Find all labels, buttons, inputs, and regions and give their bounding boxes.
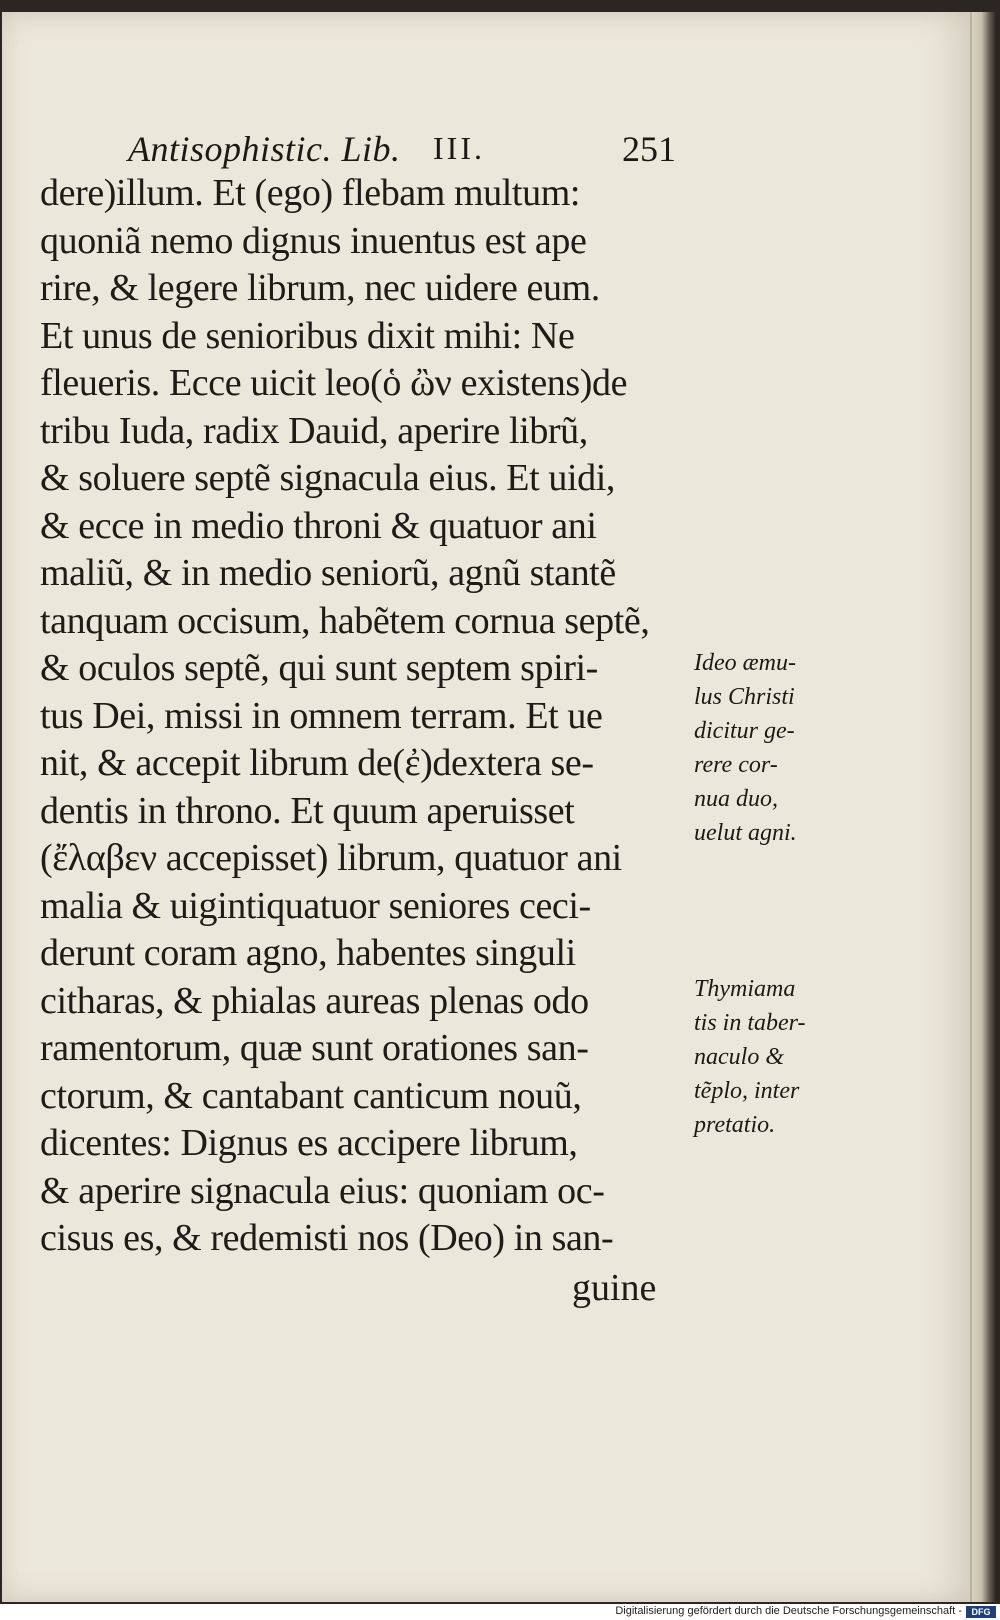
text-line: cisus es, & redemisti nos (Deo) in san- [40,1217,614,1259]
text-line: maliũ, & in medio seniorũ, agnũ stantẽ [40,552,616,594]
running-title: Antisophistic. Lib. [128,129,401,169]
text-line: & ecce in medio throni & quatuor ani [40,504,597,547]
text-line: dere)illum. Et (ego) flebam multum: [40,172,581,214]
marginal-note [694,646,844,850]
text-line: ctorum, & cantabant canticum nouũ, [40,1074,582,1117]
text-line: & oculos septẽ, qui sunt septem spiri- [40,647,598,689]
marginal-note-line: tis in taber- [694,1010,806,1036]
text-line: derunt coram agno, habentes singuli [40,932,576,974]
marginal-note-line: rere cor- [694,752,778,778]
marginal-note-line: naculo & [694,1044,784,1070]
marginal-note-line: lus Christi [694,684,795,710]
catchword: guine [572,1267,657,1309]
text-line: & aperire signacula eius: quoniam oc- [40,1169,605,1212]
dfg-logo-icon: DFG [966,1606,996,1618]
text-line: fleueris. Ecce uicit leo(ὁ ὢν existens)de [40,362,628,404]
text-line: dicentes: Dignus es accipere librum, [40,1122,578,1164]
marginal-note-line: Thymiama [694,976,796,1002]
funding-credit: Digitalisierung gefördert durch die Deutsche Forschungsgemeinschaft - [615,1605,962,1617]
text-line: rire, & legere librum, nec uidere eum. [40,267,600,309]
marginal-note [694,972,844,1142]
text-line: (ἔλαβεν accepisset) librum, quatuor ani [40,837,622,879]
marginal-note-line: pretatio. [694,1112,776,1138]
text-line: Et unus de senioribus dixit mihi: Ne [40,314,575,357]
running-header [128,128,676,174]
page-edge [972,12,996,1602]
marginal-note-line: Ideo æmu- [694,650,796,676]
text-line: quoniã nemo dignus inuentus est ape [40,219,587,262]
text-line: dentis in throno. Et quum aperuisset [40,789,575,832]
marginal-note-line: uelut agni. [694,820,797,846]
marginal-note-line: tẽplo, inter [694,1078,800,1104]
text-line: nit, & accepit librum de(ἐ)dextera se- [40,742,594,784]
book-number: III. [433,130,485,166]
main-text-block [40,170,680,1263]
marginal-note-line: nua duo, [694,786,778,812]
text-line: ramentorum, quæ sunt orationes san- [40,1027,589,1069]
text-line: tribu Iuda, radix Dauid, aperire librũ, [40,409,588,452]
text-line: tanquam occisum, habẽtem cornua septẽ, [40,599,650,642]
page-number: 251 [622,129,676,169]
digitization-footer [0,1604,1000,1620]
text-line: citharas, & phialas aureas plenas odo [40,979,589,1022]
text-line: malia & uigintiquatuor seniores ceci- [40,884,591,927]
text-line: & soluere septẽ signacula eius. Et uidi, [40,457,615,499]
marginal-note-line: dicitur ge- [694,718,795,744]
text-line: tus Dei, missi in omnem terram. Et ue [40,694,603,737]
